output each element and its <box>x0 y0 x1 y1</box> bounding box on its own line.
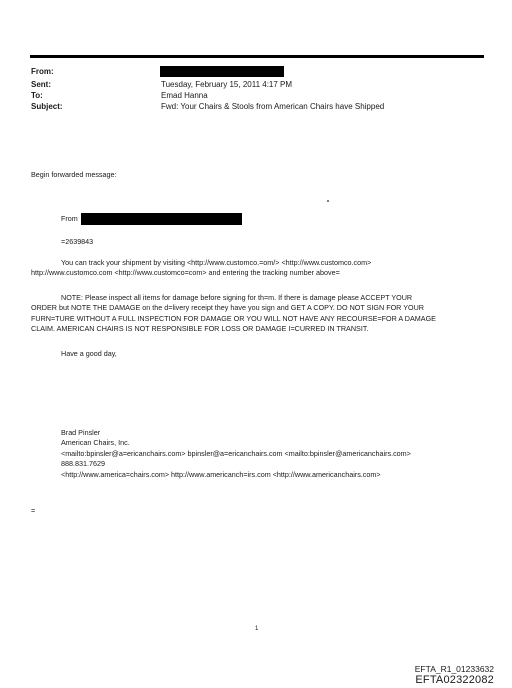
from-label: From: <box>31 67 54 76</box>
redaction-from <box>160 66 284 77</box>
bates-number-small: EFTA_R1_01233632 <box>414 664 494 674</box>
signature-block <box>61 428 411 480</box>
closing-line: Have a good day, <box>61 349 117 358</box>
signature-company: American Chairs, Inc. <box>61 438 130 448</box>
signature-name: Brad Pinsler <box>61 428 101 437</box>
note-line: CLAIM. AMERICAN CHAIRS IS NOT RESPONSIBLE FOR LOSS OR DAMAGE I=CURRED IN TRANSIT. <box>31 324 369 334</box>
page-number: 1 <box>255 626 259 632</box>
note-line: NOTE: Please inspect all items for damage before signing for th=m. If there is damage please ACCEPT YOUR <box>61 293 413 302</box>
subject-label: Subject: <box>31 102 63 111</box>
stray-mark <box>327 200 329 202</box>
signature-website: <http://www.america=chairs.com> http://www.americanch=irs.com <http://www.americanchairs.com> <box>61 469 381 479</box>
tracking-line: You can track your shipment by visiting <http://www.customco.=om/> <http://www.customco.com> <box>61 258 372 267</box>
subject-value: Fwd: Your Chairs & Stools from American Chairs have Shipped <box>161 102 385 111</box>
tracking-paragraph <box>31 258 371 279</box>
note-line: FURN=TURE WITHOUT A FULL INSPECTION FOR DAMAGE OR YOU WILL NOT HAVE ANY RECOURSE=FOR A DAMAGE <box>31 313 436 323</box>
to-label: To: <box>31 91 43 100</box>
forward-from-label: From <box>61 214 78 223</box>
bates-number-large: EFTA02322082 <box>415 674 494 686</box>
to-value: Emad Hanna <box>161 91 208 100</box>
redaction-forward-from <box>81 213 242 225</box>
trailing-equals: = <box>31 506 36 515</box>
signature-phone: 888.831.7629 <box>61 459 105 469</box>
note-line: ORDER but NOTE THE DAMAGE on the d=livery receipt they have you sign and GET A COPY. DO NOT SIGN FOR YOUR <box>31 303 424 313</box>
header-rule <box>30 55 484 58</box>
forwarded-heading: Begin forwarded message: <box>31 170 117 179</box>
signature-email: <mailto:bpinsler@a=ericanchairs.com> bpinsler@a=ericanchairs.com <mailto:bpinsler@americanchairs.com> <box>61 448 411 458</box>
note-paragraph <box>31 293 436 335</box>
tracking-line: http://www.customco.com <http://www.customco=com> and entering the tracking number above= <box>31 268 340 278</box>
sent-value: Tuesday, February 15, 2011 4:17 PM <box>161 80 293 89</box>
reference-number: =2639843 <box>61 237 94 246</box>
sent-label: Sent: <box>31 80 51 89</box>
